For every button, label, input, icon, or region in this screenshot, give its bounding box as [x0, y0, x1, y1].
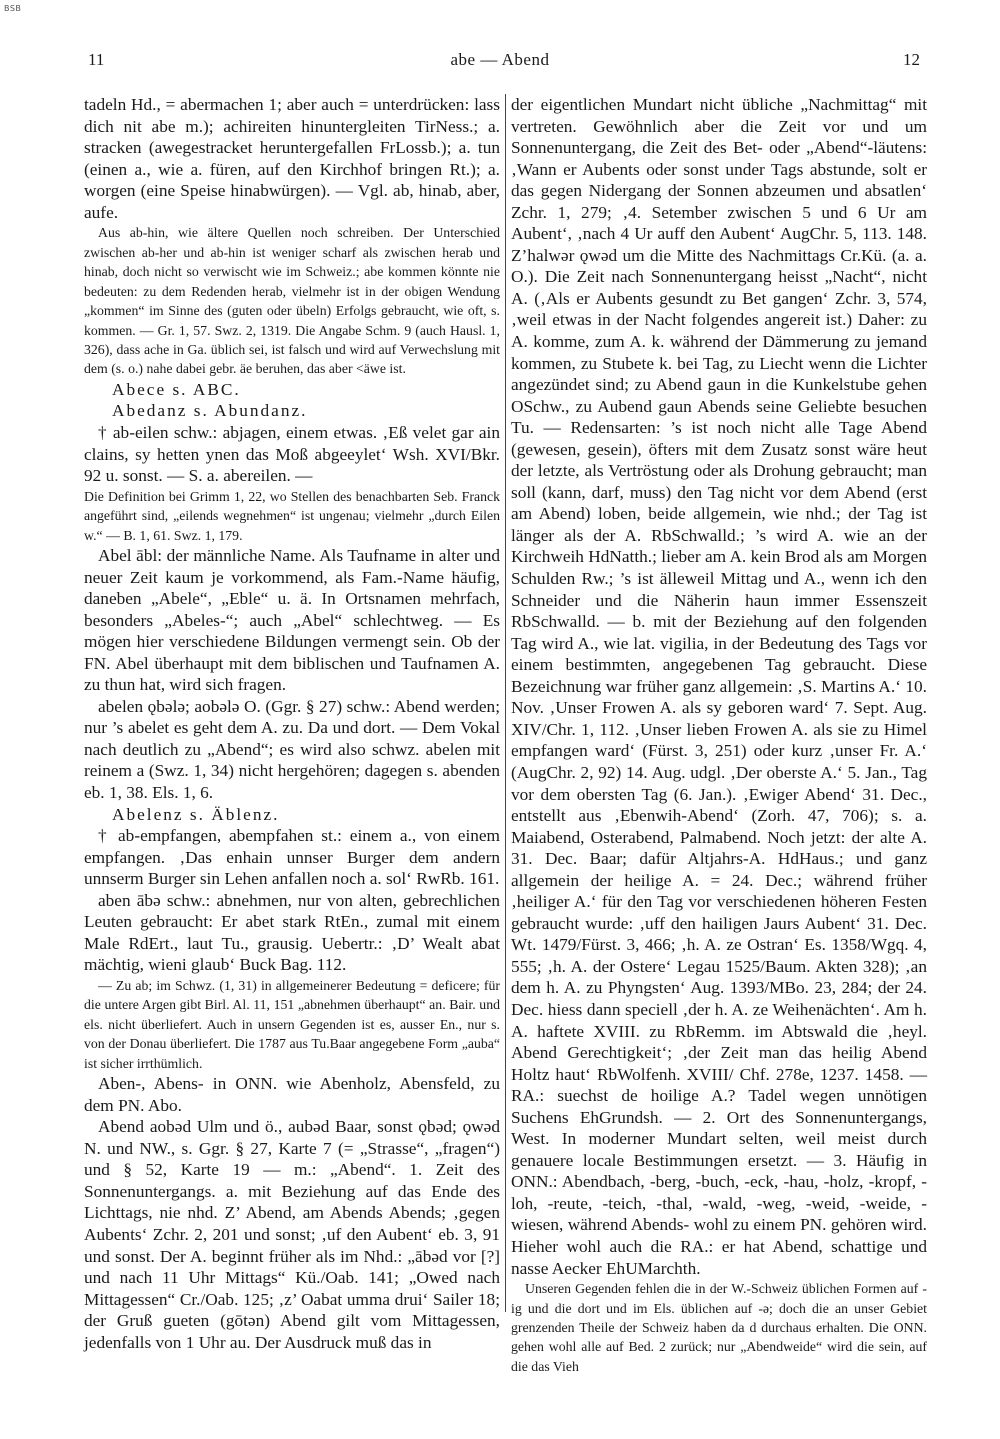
etymology-note: Aus ab-hin, wie ältere Quellen noch schreiben. Der Unterschied zwischen ab-her und ab-hin ist weniger scharf als zwischen herab und hinab, doch nicht so verwischt wie im Schweiz.; abe kommen könnte nie bedeuten: zu dem Redenden herab, vielmehr ist in der obigen Wendung „kommen“ im Sinne des (guten oder übeln) Erfolgs gebraucht, wie oft, s. kommen. — Gr. 1, 57. Swz. 2, 1319. Die Angabe Schm. 9 (auch Hausl. 1, 326), dass ache in Ga. üblich sei, ist falsch und wird auf Verwechslung mit dem (s. o.) nahe dabei gebr. äe beruhen, das aber <äwe ist. [84, 225, 500, 377]
entry-paragraph: † ab-empfangen, abempfahen st.: einem a., von einem empfangen. ‚Das enhain unnser Burger dem andern unnserm Burger sin Lehen anfallen noch a. sol‘ RwRb. 161. [84, 826, 500, 889]
entry-paragraph: aben ābə schw.: abnehmen, nur von alten, gebrechlichen Leuten gebraucht: Er abet stark RtEn., zumal mit einem Male RdErt., laut Tu., grausig. Uebertr.: ‚D’ Wealt abat mächtig, wieni glaub‘ Buck Bag. 112. [84, 890, 500, 975]
entry-paragraph: tadeln Hd., = abermachen 1; aber auch = unterdrücken: lass dich nit abe m.); achireiten hinuntergleiten TirNess.; a. stracken (awegestracket heruntergefallen FrLossb.); a. tun (einen a., wie a. füren, auf den Kirchhof bringen Rt.); a. worgen (eine Speise hinabwürgen). — Vgl. ab, hinab, aber, aufe. [84, 95, 500, 222]
entry-paragraph: der eigentlichen Mundart nicht übliche „Nachmittag“ mit vertreten. Gewöhnlich aber die Zeit vor und um Sonnenuntergang, die Zeit des Bet- oder „Abend“-läutens: ‚Wann er Aubents oder sonst under Tags abstunde, solt er das gegen Nidergang der Sonnen abzeumen und absatlen‘ Zchr. 1, 279; ‚4. Setember zwischen 5 und 6 Ur am Aubent‘, ‚nach 4 Ur auff den Aubent‘ AugChr. 5, 113. 148. Z’halwər ǫwəd um die Mitte des Nachmittags Cr.Kü. (a. a. O.). Die Zeit nach Sonnenuntergang heisst „Nacht“, nicht A. (‚Als er Aubents gesundt zu Bet gangen‘ Zchr. 3, 574, ‚weil etwas in der Nacht folgendes angereit ist.) Daher: zu A. komme, zum A. k. während der Dämmerung zu jemand kommen, zu Stubete k. bei Tag, zu Liecht wenn die Lichter angezündet sind; zu Abend gaun in die Kunkelstube gehen OSchw., zu Aubend gaun Abends seine Geliebte besuchen Tu. — Redensarten: ’s ist noch nicht alle Tage Abend (gewesen, gesein), öfters mit dem Zusatz sonst wäre heut der letzte, als Vertröstung oder als Drohung gebraucht; man soll (kann, darf, muss) den Tag nicht vor dem Abend (erst am Abend) loben, beide allgemein, wie nhd.; der Tag ist länger als der A. RbSchwalld.; ’s wird A. wie an der Kirchweih HdNatth.; lieber am A. kein Brod als am Morgen Schulden Rw.; ’s ist älleweil Mittag und A., wenn ich den Schneider und die Näherin haun immer Essenszeit RbSchwalld. — b. mit der Beziehung auf den folgenden Tag wird A., wie lat. vigilia, in der Bedeutung des Tags vor einem bestimmten, angegebenen Tag gebraucht. Diese Bezeichnung war früher ganz allgemein: ‚S. Martins A.‘ 10. Nov. ‚Unser Frowen A. als sy geboren ward‘ 7. Sept. Aug. XIV/Chr. 1, 112. ‚Unser lieben Frowen A. als sie zu Himel empfangen ward‘ (Fürst. 3, 251) oder kurz ‚unser Fr. A.‘ (AugChr. 2, 92) 14. Aug. udgl. ‚Der oberste A.‘ 5. Jan., Tag vor dem obersten Tag (6. Jan.). ‚Ewiger Abend‘ 31. Dec., entstellt aus ‚Ebenwih-Abend‘ (Zorh. 47, 706); s. a. Maiabend, Osterabend, Palmabend. Noch jetzt: der alte A. 31. Dec. Baar; dafür Altjahrs-A. HdHaus.; und ganz allgemein der heilige A. = 24. Dec.; während früher ‚heiliger A.‘ für den Tag vor verschiedenen höheren Festen gebraucht wurde: ‚uff den hailigen Jaurs Aubent‘ 31. Dec. Wt. 1479/Fürst. 3, 466; ‚h. A. ze Ostran‘ Es. 1358/Wgq. 4, 555; ‚h. A. der Ostere‘ Legau 1525/Baum. Akten 328); ‚an dem h. A. zu Phyngsten‘ Aug. 1393/MBo. 23, 284; der 24. Dec. hiess dann speciell ‚der h. A. ze Weihenächten‘. Am h. A. haftete XVIII. zu RbRemm. im Abtswald die ‚heyl. Abend Gerechtigkeit‘; ‚der Zeit man das heilig Abend Holtz haut‘ RbWolfenh. XVIII/ Chf. 278e, 1237. 1458. — RA.: suechst de hoilige A.? Tadel wegen unnötigen Suchens EhGrundsh. — 2. Ort des Sonnenuntergangs, West. In moderner Mundart selten, weil meist durch genauere locale Bestimmungen ersetzt. — 3. Häufig in ONN.: Abendbach, -berg, -buch, -eck, -hau, -holz, -kropf, -loh, -reute, -teich, -thal, -wald, -weg, -weid, -weide, -wiesen, während Abends- wohl zu einem PN. gehören wird. Hieher wohl auch die RA.: er hat Abend, schattige und nasse Aecker EhUMarchth. [511, 95, 927, 1278]
entry-paragraph: Abend aobəd Ulm und ö., aubəd Baar, sonst ǫbəd; ǫwəd N. und NW., s. Ggr. § 27, Karte 7 (= „Strasse“, „fragen“) und § 52, Karte 19 — m.: „Abend“. 1. Zeit des Sonnenuntergangs. a. mit Beziehung auf das Ende des Lichttags, nie nhd. Z’ Abend, am Abends Abends; ‚gegen Aubents‘ Zchr. 2, 201 und sonst; ‚uf den Aubent‘ eb. 3, 91 und sonst. Der A. beginnt früher als im Nhd.: „ābəd vor [?] und nach 11 Uhr Mittags“ Kü./Oab. 141; „Owed nach Mittagessen“ Cr./Oab. 125; ‚z’ Oabat umma drui‘ Sailer 18; der Gruß gueten (gōtən) Abend gilt vom Mittagessen, jedenfalls von 1 Uhr au. Der Ausdruck muß das in [84, 1117, 500, 1352]
etymology-note: Die Definition bei Grimm 1, 22, wo Stellen des benachbarten Seb. Franck angeführt sind, „eilends wegnehmen“ ist ungenau; vielmehr „durch Eilen w.“ — B. 1, 61. Swz. 1, 179. [84, 488, 500, 543]
entry-paragraph: abelen ǫbələ; aobələ O. (Ggr. § 27) schw.: Abend werden; nur ’s abelet es geht dem A. zu. Da und dort. — Dem Vokal nach deutlich zu „Abend“; es wird also schwz. abelen mit reinem a (Swz. 1, 34) nicht hergehören; dagegen s. abenden eb. 1, 38. Els. 1, 6. [84, 696, 500, 803]
library-stamp: BSB [4, 4, 22, 13]
column-divider [505, 94, 506, 1312]
entry-paragraph: Abel ābl: der männliche Name. Als Taufname in alter und neuer Zeit kaum je vorkommend, als Fam.-Name häufig, daneben „Abele“, „Eble“ u. ä. In Ortsnamen mehrfach, besonders „Abeles-“; auch „Abel“ schlechtweg. — Es mögen hier verschiedene Bildungen vermengt sein. Ob der FN. Abel überhaupt mit dem biblischen und Taufnamen A. zu thun hat, wird sich fragen. [84, 546, 500, 695]
right-column [511, 94, 927, 1376]
cross-reference: Abece s. ABC. [112, 379, 241, 399]
entry-paragraph: † ab-eilen schw.: abjagen, einem etwas. ‚Eß velet gar ain clains, sy hetten ynen das Moß abgeeylet‘ Wsh. XVI/Bkr. 92 u. sonst. — S. a. abereilen. — [84, 423, 500, 486]
entry-paragraph: Aben-, Abens- in ONN. wie Abenholz, Abensfeld, zu dem PN. Abo. [84, 1074, 500, 1115]
right-page-number: 12 [903, 50, 920, 69]
left-page-number: 11 [88, 50, 105, 69]
running-head: abe — Abend [450, 50, 550, 69]
cross-reference: Abelenz s. Äblenz. [112, 804, 280, 824]
etymology-note: — Zu ab; im Schwz. (1, 31) in allgemeinerer Bedeutung = deficere; für die untere Argen gibt Birl. Al. 11, 151 „abnehmen überhaupt“ an. Bair. und els. nicht überliefert. Auch in unsern Gegenden ist es, ausser En., nur s. von der Donau überliefert. Die 1787 aus Tu.Baar angegebene Form „auba“ ist sicher irrthümlich. [84, 977, 500, 1071]
left-column [84, 94, 500, 1353]
etymology-note: Unseren Gegenden fehlen die in der W.-Schweiz üblichen Formen auf -ig und die dort und im Els. üblichen auf -ə; doch die an unser Gebiet grenzenden Theile der Schweiz haben da d durchaus erhalten. Die ONN. gehen wohl alle auf Bed. 2 zurück; nur „Abendweide“ wird die sein, auf die das Vieh [511, 1281, 927, 1374]
cross-reference: Abedanz s. Abundanz. [112, 401, 308, 421]
